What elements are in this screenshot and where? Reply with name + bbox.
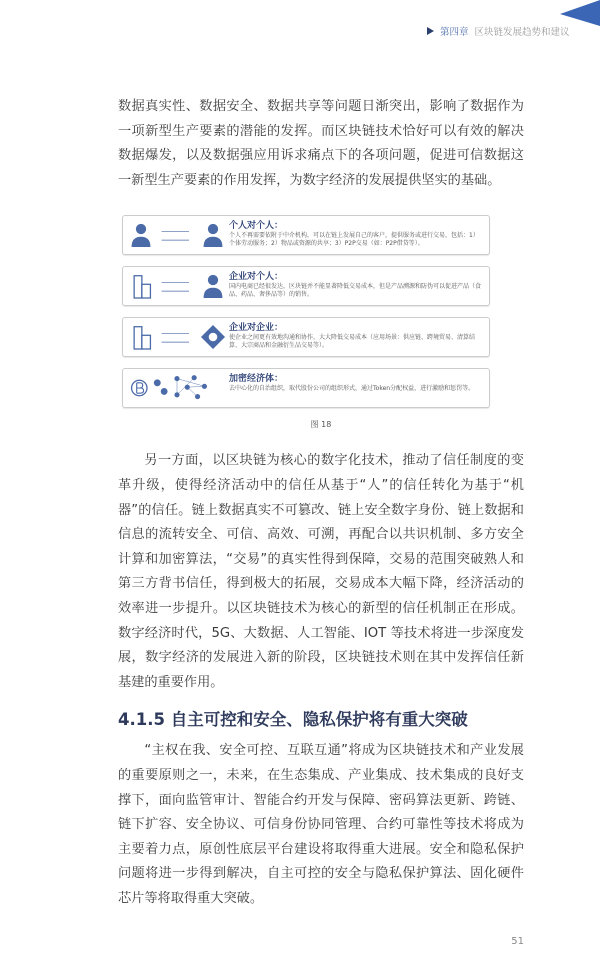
figure-row-b2b	[122, 317, 490, 357]
page-body	[118, 0, 524, 969]
paragraph-3: “主权在我、安全可控、互联互通”将成为区块链技术和产业发展的重要原则之一，未来，在生态集成、产业集成、技术集成的良好支撑下，面向监管审计、智能合约开发与保障、密码算法更新、跨链、链下扩容、安全协议、可信身份协同管理、合约可靠性等技术将成为主要着力点，原创性底层平台建设将取得重大进展。安全和隐私保护问题将进一步得到解决，自主可控的安全与隐私保护算法、固化硬件芯片等将取得重大突破。	[118, 743, 524, 906]
row-title: 企业对个人：	[229, 272, 284, 283]
corner-decoration	[550, 0, 600, 26]
row-title: 个人对个人：	[229, 221, 284, 232]
figure-18	[122, 215, 490, 408]
paragraph-2: 另一方面，以区块链为核心的数字化技术，推动了信任制度的变革升级，使得经济活动中的信任从基于“人”的信任转化为基于“机器”的信任。链上数据真实不可篡改、链上安全数字身份、链上数据和信息的流转安全、可信、高效、可溯，再配合以共识机制、多方安全计算和加密算法，“交易”的真实性得到保障，交易的范围突破熟人和第三方背书信任，得到极大的拓展，交易成本大幅下降，经济活动的效率进一步提升。以区块链技术为核心的新型的信任机制正在形成。数字经济时代，5G、大数据、人工智能、IOT 等技术将进一步深度发展，数字经济的发展进入新的阶段，区块链技术则在其中发挥信任新基建的重要作用。	[118, 453, 524, 690]
row-desc: 使企业之间更有效地沟通和协作，大大降低交易成本（应用场景：供应链、跨境贸易、清算结算、大宗商品和金融衍生品交易等）。	[229, 334, 476, 350]
paragraph-1: 数据真实性、数据安全、数据共享等问题日渐突出，影响了数据作为一项新型生产要素的潜能的发挥。而区块链技术恰好可以有效的解决数据爆发，以及数据强应用诉求痛点下的各项问题，促进可信数据这一新型生产要素的作用发挥，为数字经济的发展提供坚实的基础。	[118, 99, 524, 188]
chapter-label: 第四章	[440, 27, 469, 38]
row-title: 企业对企业：	[229, 323, 284, 334]
building-to-enterprise-icon	[129, 321, 225, 353]
figure-row-p2p	[122, 215, 490, 255]
page-number: 51	[511, 936, 524, 948]
section-heading: 4.1.5 自主可控和安全、隐私保护将有重大突破	[118, 710, 468, 730]
figure-caption: 图 18	[310, 420, 332, 430]
building-to-person-icon	[129, 270, 225, 302]
figure-row-b2c	[122, 266, 490, 306]
person-to-person-icon	[129, 219, 225, 251]
row-desc: 国内电商已经很发达，区块链并不能显著降低交易成本，但是产品溯源和防伪可以促进产品（食品、药品、奢侈品等）的销售。	[229, 283, 482, 299]
bitcoin-network-icon	[129, 372, 225, 404]
chapter-title: 区块链发展趋势和建议	[474, 27, 570, 38]
figure-row-crypto	[122, 368, 490, 408]
row-title: 加密经济体：	[229, 374, 284, 385]
row-desc: 去中心化的自治组织，取代股份公司的组织形式，通过Token分配权益，进行激励和惩罚等。	[229, 385, 475, 393]
row-desc: 个人不再需要依附于中介机构，可以在链上发展自己的客户，提供服务或进行交易，包括：1）个体劳动服务；2）物品或资源的共享；3）P2P交易（如：P2P借贷等）。	[229, 232, 479, 248]
